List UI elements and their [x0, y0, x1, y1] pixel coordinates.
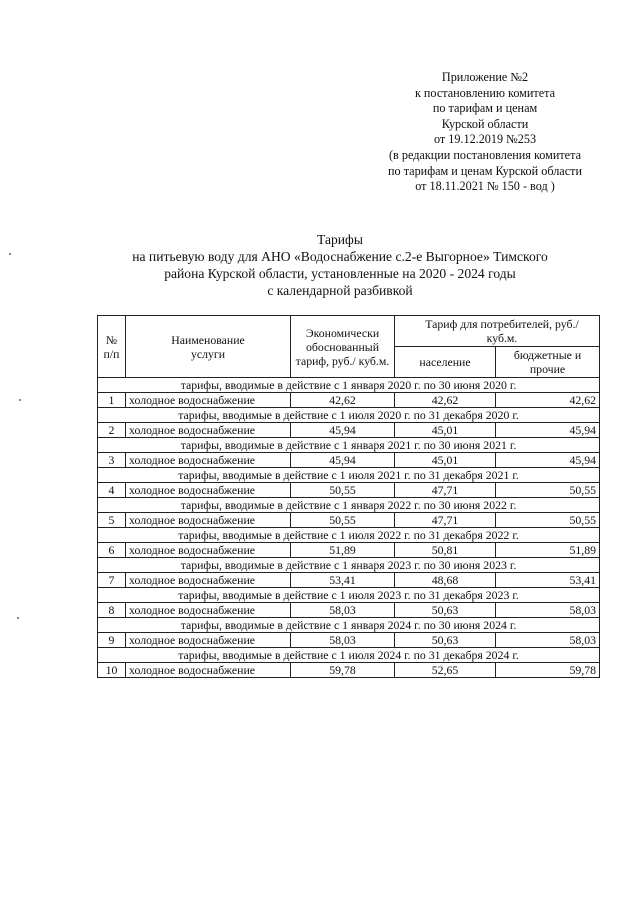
row-number: 7 [98, 573, 126, 588]
table-row [98, 483, 600, 498]
population-tariff-value: 45,01 [395, 453, 496, 468]
appendix-line: Курской области [441, 116, 529, 131]
header-economic-tariff: Экономически обоснованный тариф, руб./ куб.м. [291, 316, 395, 378]
row-number: 3 [98, 453, 126, 468]
title-line: на питьевую воду для АНО «Водоснабжение с.2-е Выгорное» Тимского [132, 249, 548, 264]
budget-tariff-value: 45,94 [496, 423, 600, 438]
scan-mark [9, 253, 11, 255]
population-tariff-value: 47,71 [395, 513, 496, 528]
header-service-name: Наименование услуги [126, 316, 291, 378]
budget-tariff-value: 58,03 [496, 633, 600, 648]
period-label: тарифы, вводимые в действие с 1 июля 2024 г. по 31 декабря 2024 г. [98, 648, 600, 663]
table-row [98, 423, 600, 438]
period-label: тарифы, вводимые в действие с 1 июля 2023 г. по 31 декабря 2023 г. [98, 588, 600, 603]
economic-tariff-value: 45,94 [291, 453, 395, 468]
appendix-line: Приложение №2 [441, 70, 529, 84]
table-row [98, 663, 600, 678]
economic-tariff-value: 50,55 [291, 483, 395, 498]
period-row [98, 648, 600, 663]
service-name: холодное водоснабжение [126, 543, 291, 558]
budget-tariff-value: 50,55 [496, 513, 600, 528]
period-label: тарифы, вводимые в действие с 1 июля 2022 г. по 31 декабря 2022 г. [98, 528, 600, 543]
economic-tariff-value: 51,89 [291, 543, 395, 558]
period-label: тарифы, вводимые в действие с 1 января 2024 г. по 30 июня 2024 г. [98, 618, 600, 633]
title-line: с календарной разбивкой [267, 283, 413, 298]
economic-tariff-value: 58,03 [291, 603, 395, 618]
economic-tariff-value: 58,03 [291, 633, 395, 648]
period-label: тарифы, вводимые в действие с 1 июля 2021 г. по 31 декабря 2021 г. [98, 468, 600, 483]
header-population: население [395, 347, 496, 378]
scan-mark [17, 617, 19, 619]
period-label: тарифы, вводимые в действие с 1 января 2021 г. по 30 июня 2021 г. [98, 438, 600, 453]
service-name: холодное водоснабжение [126, 513, 291, 528]
service-name: холодное водоснабжение [126, 663, 291, 678]
population-tariff-value: 47,71 [395, 483, 496, 498]
service-name: холодное водоснабжение [126, 573, 291, 588]
appendix-line: к постановлению комитета [414, 85, 556, 100]
header-budget: бюджетные и прочие [496, 347, 600, 378]
period-row [98, 588, 600, 603]
period-row [98, 528, 600, 543]
table-row [98, 513, 600, 528]
row-number: 9 [98, 633, 126, 648]
period-row [98, 468, 600, 483]
table-row [98, 393, 600, 408]
service-name: холодное водоснабжение [126, 633, 291, 648]
budget-tariff-value: 51,89 [496, 543, 600, 558]
period-label: тарифы, вводимые в действие с 1 января 2022 г. по 30 июня 2022 г. [98, 498, 600, 513]
period-label: тарифы, вводимые в действие с 1 января 2020 г. по 30 июня 2020 г. [98, 378, 600, 393]
row-number: 10 [98, 663, 126, 678]
period-row [98, 618, 600, 633]
budget-tariff-value: 45,94 [496, 453, 600, 468]
period-row [98, 558, 600, 573]
table-row [98, 603, 600, 618]
population-tariff-value: 50,63 [395, 633, 496, 648]
service-name: холодное водоснабжение [126, 603, 291, 618]
appendix-line: по тарифам и ценам [432, 101, 538, 116]
period-row [98, 498, 600, 513]
economic-tariff-value: 50,55 [291, 513, 395, 528]
row-number: 8 [98, 603, 126, 618]
appendix-line: от 19.12.2019 №253 [433, 132, 537, 147]
service-name: холодное водоснабжение [126, 423, 291, 438]
budget-tariff-value: 50,55 [496, 483, 600, 498]
header-consumer-tariff: Тариф для потребителей, руб./куб.м. [395, 316, 600, 347]
population-tariff-value: 50,81 [395, 543, 496, 558]
service-name: холодное водоснабжение [126, 453, 291, 468]
tariff-table-body [98, 378, 600, 678]
population-tariff-value: 48,68 [395, 573, 496, 588]
economic-tariff-value: 45,94 [291, 423, 395, 438]
economic-tariff-value: 53,41 [291, 573, 395, 588]
row-number: 5 [98, 513, 126, 528]
period-label: тарифы, вводимые в действие с 1 января 2023 г. по 30 июня 2023 г. [98, 558, 600, 573]
row-number: 1 [98, 393, 126, 408]
row-number: 6 [98, 543, 126, 558]
table-row [98, 453, 600, 468]
period-label: тарифы, вводимые в действие с 1 июля 2020 г. по 31 декабря 2020 г. [98, 408, 600, 423]
economic-tariff-value: 42,62 [291, 393, 395, 408]
table-row [98, 633, 600, 648]
appendix-line: от 18.11.2021 № 150 - вод ) [415, 179, 555, 194]
title-line: района Курской области, установленные на 2020 - 2024 годы [164, 266, 516, 281]
period-row [98, 408, 600, 423]
title-heading: Тарифы [316, 232, 363, 247]
appendix-block [360, 70, 610, 195]
period-row [98, 438, 600, 453]
period-row [98, 378, 600, 393]
population-tariff-value: 45,01 [395, 423, 496, 438]
table-row [98, 573, 600, 588]
population-tariff-value: 50,63 [395, 603, 496, 618]
budget-tariff-value: 58,03 [496, 603, 600, 618]
document-title [95, 231, 585, 299]
budget-tariff-value: 59,78 [496, 663, 600, 678]
row-number: 4 [98, 483, 126, 498]
population-tariff-value: 42,62 [395, 393, 496, 408]
tariff-table [97, 315, 600, 678]
appendix-line: по тарифам и ценам Курской области [388, 163, 582, 178]
service-name: холодное водоснабжение [126, 483, 291, 498]
table-row [98, 543, 600, 558]
header-number: № п/п [98, 316, 126, 378]
service-name: холодное водоснабжение [126, 393, 291, 408]
population-tariff-value: 52,65 [395, 663, 496, 678]
budget-tariff-value: 42,62 [496, 393, 600, 408]
row-number: 2 [98, 423, 126, 438]
appendix-line: (в редакции постановления комитета [389, 147, 581, 162]
scan-mark [19, 399, 21, 401]
budget-tariff-value: 53,41 [496, 573, 600, 588]
economic-tariff-value: 59,78 [291, 663, 395, 678]
